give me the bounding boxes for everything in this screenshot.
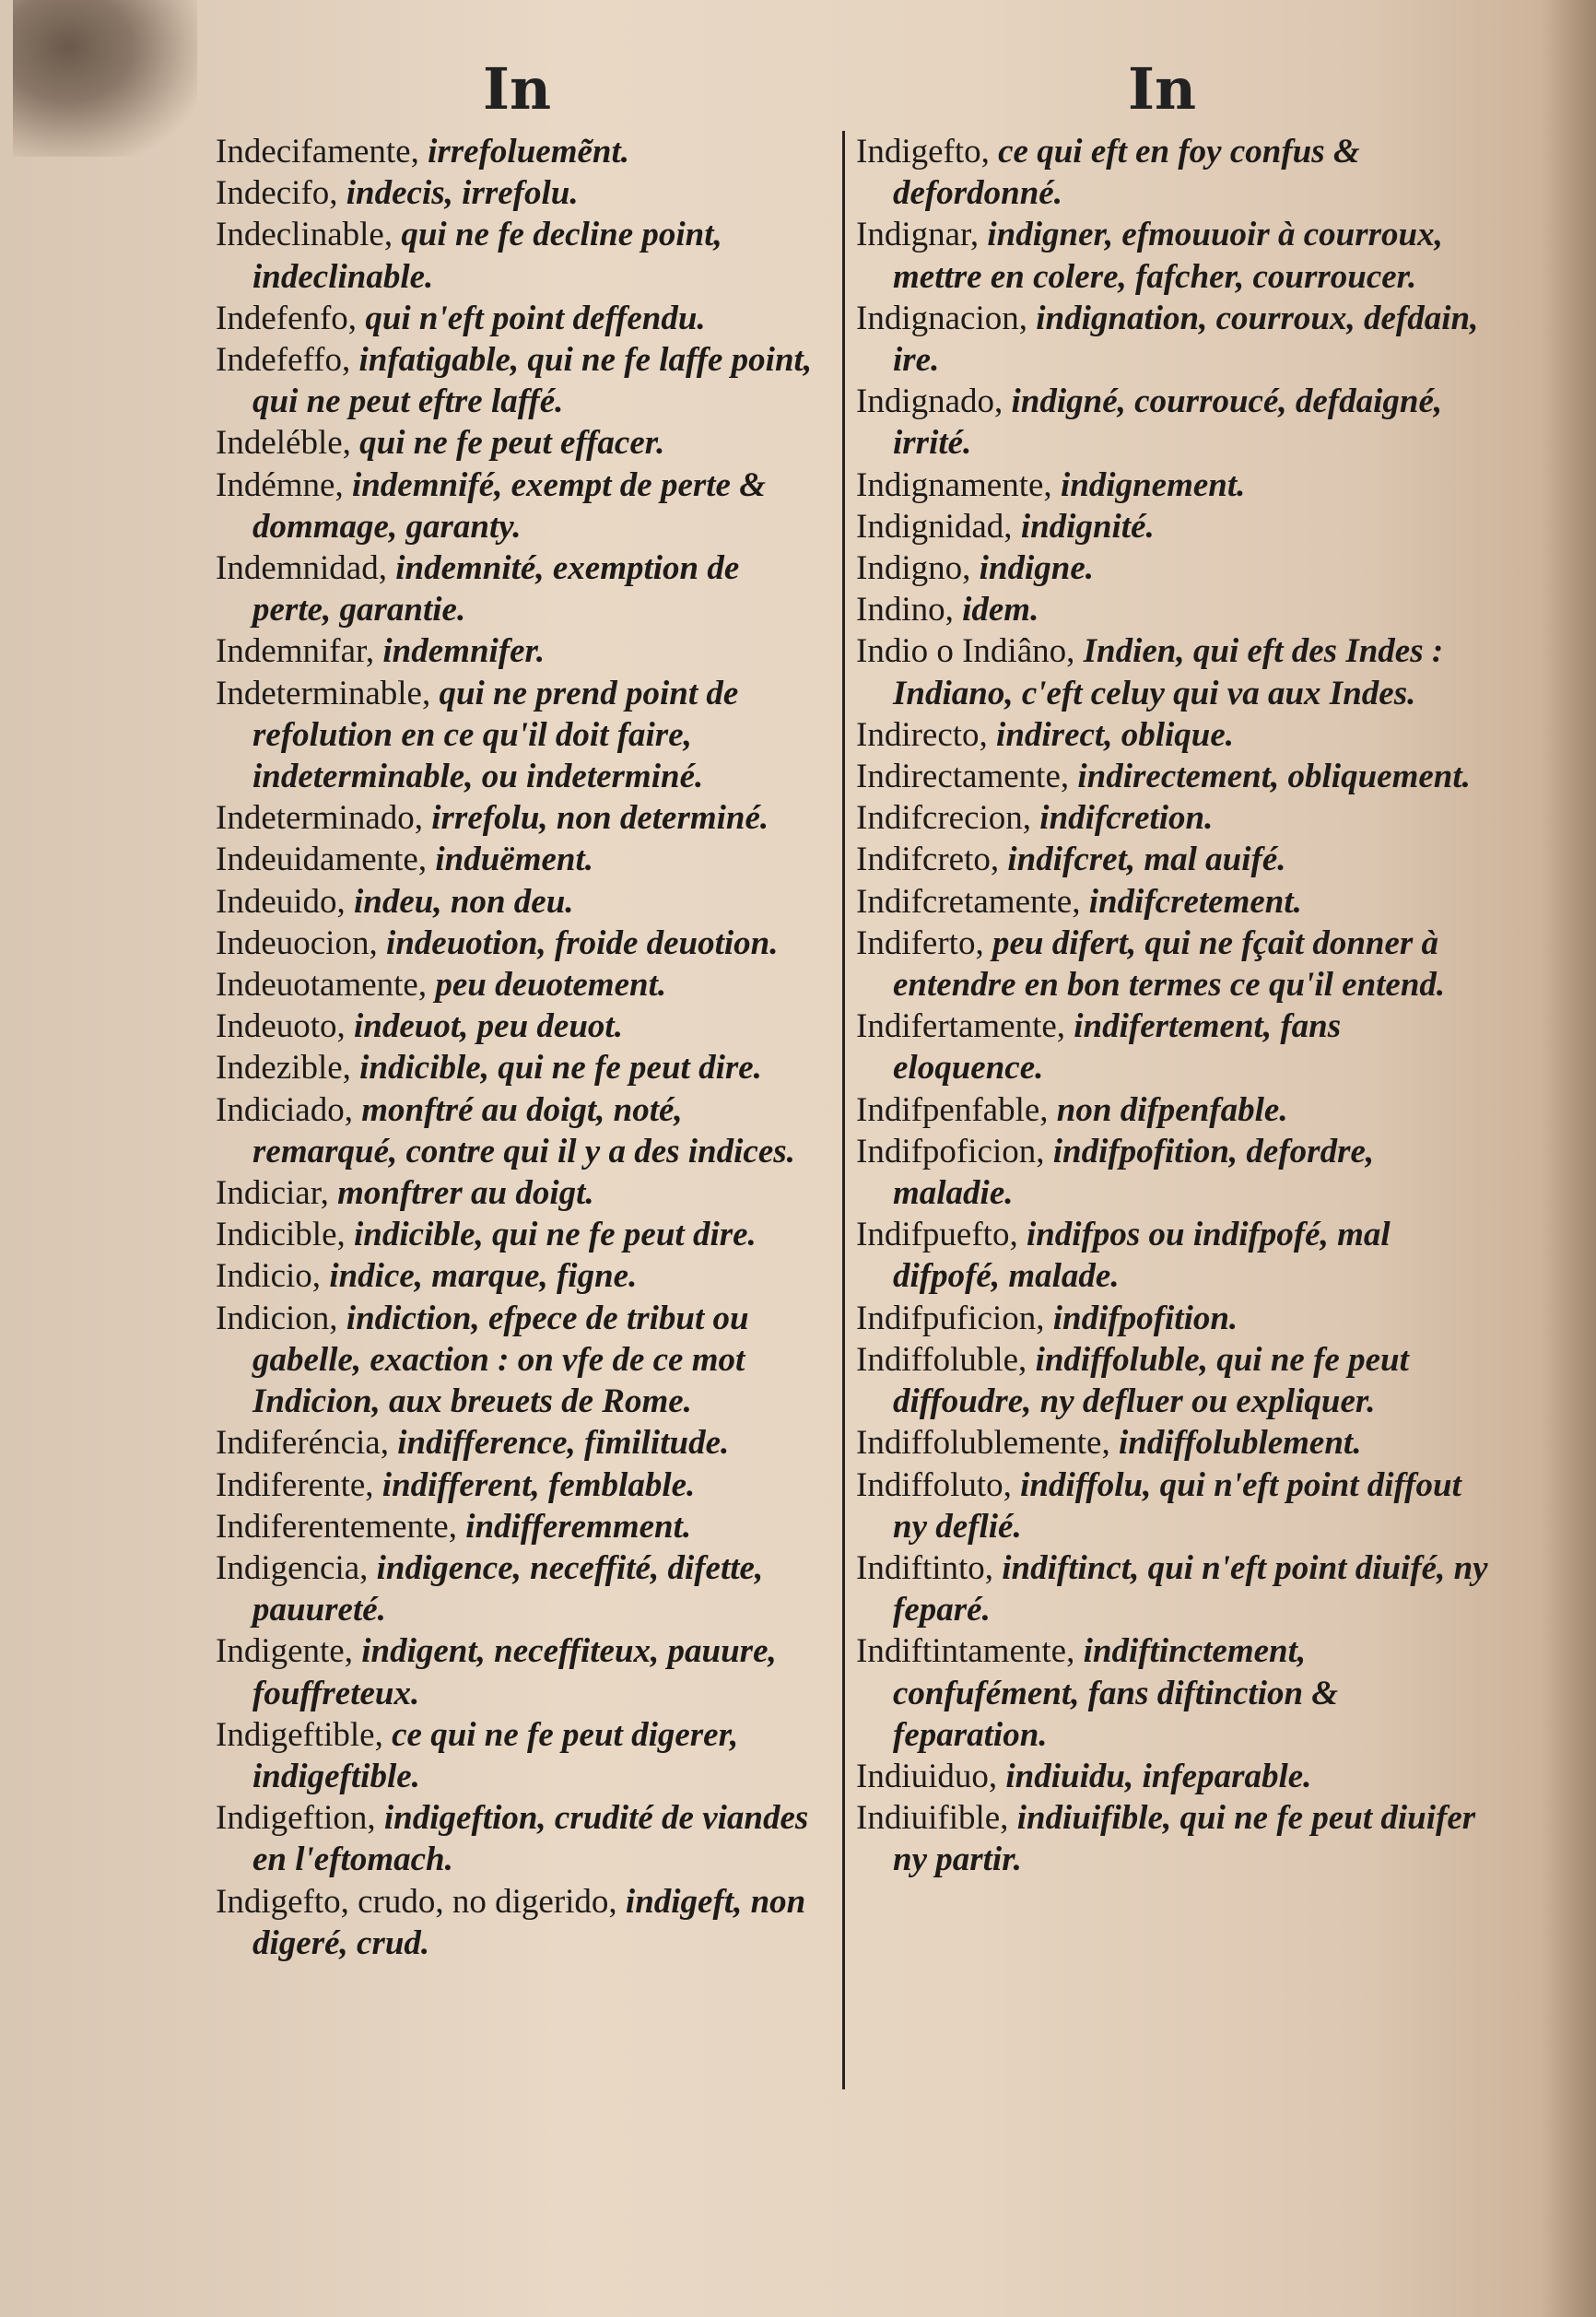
entry-definition: infatigable, qui ne fe laffe point, qui ne peut eftre laffé. [252,341,813,421]
dictionary-entry [216,673,824,798]
entry-headword: Indirecto, [856,715,988,754]
dictionary-entry [856,1547,1496,1630]
dictionary-entry [216,422,824,464]
entry-definition: ce qui eft en foy confus & defordonné. [893,133,1360,213]
entry-headword: Indifpoficion, [856,1132,1045,1170]
dictionary-entry [216,630,824,672]
dictionary-entry [856,547,1496,589]
dictionary-entry [216,964,824,1006]
entry-definition: indiction, efpece de tribut ou gabelle, exaction : on vfe de ce mot Indicion, aux breuets de Rome. [252,1299,749,1421]
dictionary-entry [216,172,824,214]
entry-headword: Indignacion, [856,299,1027,337]
entry-definition: indiuifible, qui ne fe peut diuifer ny partir. [893,1799,1476,1879]
entry-headword: Indignidad, [856,507,1013,546]
entry-headword: Indiftintamente, [856,1632,1075,1671]
entry-definition: peu difert, qui ne fçait donner à entendre en bon termes ce qu'il entend. [893,923,1446,1005]
entry-headword: Indiferto, [856,923,984,962]
entry-definition: indirectement, obliquement. [1069,758,1471,796]
dictionary-entry [216,1047,824,1088]
entry-definition: indigence, neceffité, difette, pauureté. [252,1548,764,1629]
entry-headword: Indicible, [216,1216,346,1254]
entry-headword: Indifertamente, [856,1007,1066,1046]
entry-definition: indicible, qui ne fe peut dire. [350,1049,762,1088]
dictionary-entry [216,1881,824,1964]
entry-headword: Indiciado, [216,1090,353,1129]
entry-definition: indifpofition. [1044,1299,1238,1337]
entry-definition: indigent, neceffiteux, pauure, fouffreteux. [252,1632,777,1712]
entry-headword: Indeterminable, [216,674,431,712]
entry-definition: indigner, efmouuoir à courroux, mettre en colere, fafcher, courroucer. [893,216,1443,296]
dictionary-entry [216,339,824,422]
entry-definition: qui ne prend point de refolution en ce qu'il doit faire, indeterminable, ou indeterminé. [252,674,739,796]
entry-headword: Indignamente, [856,465,1052,504]
entry-definition: indeuotion, froide deuotion. [377,923,779,962]
dictionary-entry [856,630,1496,713]
entry-definition: monftrer au doigt. [328,1174,594,1213]
dictionary-entry [856,797,1496,839]
dictionary-entry [856,1006,1496,1088]
entry-headword: Indiciar, [216,1174,329,1213]
dictionary-entry [216,298,824,339]
entry-definition: Indien, qui eft des Indes : Indiano, c'eft celuy qui va aux Indes. [893,632,1444,712]
entry-headword: Indigeftion, [216,1799,376,1838]
stain [13,0,197,157]
entry-headword: Indiftinto, [856,1548,994,1587]
dictionary-entry [216,923,824,964]
entry-headword: Indeuocion, [216,923,378,962]
entry-headword: Indio o Indiâno, [856,632,1075,671]
dictionary-entry [216,131,824,172]
dictionary-entry [216,1714,824,1797]
entry-headword: Indigefto, crudo, no digerido, [216,1882,617,1921]
entry-definition: indifferemment. [456,1507,692,1546]
dictionary-entry [216,1089,824,1172]
entry-definition: irrefolu, non determiné. [423,799,769,838]
entry-headword: Indiffoluto, [856,1465,1012,1504]
entry-headword: Indiferentemente, [216,1507,457,1546]
entry-headword: Indiffoluble, [856,1340,1027,1379]
dictionary-entry [856,131,1496,214]
dictionary-entry [216,881,824,923]
entry-definition: indecis, irrefolu. [337,174,579,213]
entry-headword: Indifcrecion, [856,799,1032,838]
left-column [216,131,824,1964]
entry-definition: indemnifé, exempt de perte & dommage, garanty. [252,465,766,546]
entry-definition: indiffolublement. [1109,1424,1362,1463]
entry-definition: indice, marque, figne. [321,1257,638,1296]
dictionary-entry [216,1255,824,1297]
entry-definition: indifcretement. [1080,882,1302,921]
entry-definition: indeu, non deu. [345,882,574,921]
entry-definition: indifpofition, defordre, maladie. [893,1132,1375,1213]
dictionary-entry [856,506,1496,547]
dictionary-entry [216,1506,824,1547]
entry-headword: Indeterminado, [216,799,423,838]
entry-headword: Indefenfo, [216,299,358,337]
entry-definition: indifference, fimilitude. [388,1424,730,1463]
dictionary-entry [856,756,1496,797]
entry-definition: indiftinct, qui n'eft point diuifé, ny feparé. [893,1548,1488,1629]
entry-headword: Indeuidamente, [216,841,428,879]
dictionary-entry [856,881,1496,923]
entry-headword: Indeuido, [216,882,346,921]
dictionary-entry [216,839,824,880]
dictionary-entry [856,298,1496,381]
entry-headword: Indefeffo, [216,341,351,380]
entry-headword: Indezible, [216,1049,351,1088]
entry-headword: Indifcreto, [856,841,1000,879]
entry-definition: qui ne fe decline point, indeclinable. [252,216,722,296]
entry-definition: indigne. [970,549,1094,588]
entry-definition: indigné, courroucé, defdaigné, irrité. [893,382,1443,463]
entry-headword: Indignar, [856,216,980,254]
dictionary-entry [216,1547,824,1630]
entry-definition: indigeft, non digeré, crud. [252,1882,806,1962]
entry-headword: Indigeftible, [216,1715,383,1754]
entry-definition: indicible, qui ne fe peut dire. [345,1216,757,1254]
entry-headword: Indicion, [216,1299,338,1337]
entry-headword: Indigente, [216,1632,353,1671]
dictionary-entry [216,797,824,839]
dictionary-entry [856,1214,1496,1297]
entry-headword: Indeclinable, [216,216,393,254]
entry-headword: Indémne, [216,465,344,504]
dictionary-entry [216,214,824,297]
page [13,0,1596,2317]
column-divider [842,131,845,2089]
entry-definition: indeuot, peu deuot. [345,1007,623,1046]
running-header-right: In [1128,55,1197,123]
entry-headword: Indigencia, [216,1548,369,1587]
entry-headword: Indeuoto, [216,1007,346,1046]
entry-definition: indemnité, exemption de perte, garantie. [252,549,740,629]
entry-definition: peu deuotement. [427,966,667,1005]
entry-definition: indifpos ou indifpofé, mal difpofé, malade. [893,1216,1391,1296]
dictionary-entry [856,1422,1496,1464]
dictionary-entry [216,465,824,547]
entry-headword: Indiferente, [216,1465,374,1504]
entry-headword: Indeléble, [216,424,351,463]
entry-definition: indignité. [1012,507,1155,546]
dictionary-entry [856,1630,1496,1756]
entry-definition: indifcretion. [1031,799,1214,838]
dictionary-entry [856,1089,1496,1131]
entry-definition: induëment. [427,841,594,879]
entry-definition: indiftinctement, confufément, fans diftinction & feparation. [893,1632,1339,1754]
dictionary-entry [856,1464,1496,1547]
dictionary-entry [856,1131,1496,1214]
dictionary-entry [216,1464,824,1506]
entry-headword: Indignado, [856,382,1003,421]
entry-definition: indirect, oblique. [987,715,1235,754]
dictionary-entry [856,465,1496,506]
dictionary-entry [216,1214,824,1255]
entry-headword: Indemnifar, [216,632,375,671]
entry-headword: Indifcretamente, [856,882,1081,921]
entry-headword: Indino, [856,591,954,629]
dictionary-entry [216,1630,824,1713]
dictionary-entry [216,1298,824,1423]
entry-definition: indignement. [1051,465,1246,504]
dictionary-entry [856,381,1496,464]
entry-headword: Indiuiduo, [856,1757,998,1795]
entry-definition: indiuidu, infeparable. [997,1757,1312,1795]
entry-headword: Indiferéncia, [216,1424,389,1463]
entry-definition: indignation, courroux, defdain, ire. [893,299,1479,380]
page-shadow [1541,0,1596,2317]
entry-headword: Indifpuficion, [856,1299,1045,1337]
dictionary-entry [216,1797,824,1880]
entry-definition: monftré au doigt, noté, remarqué, contre qui il y a des indices. [252,1090,795,1170]
entry-headword: Indigefto, [856,133,990,171]
dictionary-entry [856,1339,1496,1422]
dictionary-entry [856,214,1496,297]
entry-headword: Indicio, [216,1257,322,1296]
entry-definition: indifcret, mal auifé. [999,841,1286,879]
entry-definition: indiffolu, qui n'eft point diffout ny deflié. [893,1465,1461,1546]
dictionary-entry [856,1797,1496,1880]
dictionary-entry [856,714,1496,756]
dictionary-entry [856,923,1496,1006]
entry-definition: indigeftion, crudité de viandes en l'eftomach. [252,1799,809,1879]
entry-definition: ce qui ne fe peut digerer, indigeftible. [252,1715,739,1795]
entry-headword: Indirectamente, [856,758,1070,796]
entry-definition: indiffoluble, qui ne fe peut diffoudre, ny defluer ou expliquer. [893,1340,1409,1421]
entry-definition: irrefoluemẽnt. [418,133,630,171]
entry-headword: Indigno, [856,549,971,588]
dictionary-entry [856,1298,1496,1339]
dictionary-entry [856,1756,1496,1797]
dictionary-entry [216,1006,824,1047]
entry-headword: Indiuifible, [856,1799,1009,1838]
entry-definition: indifertement, fans eloquence. [893,1007,1342,1088]
entry-definition: qui ne fe peut effacer. [350,424,665,463]
entry-headword: Indeuotamente, [216,966,428,1005]
entry-definition: idem. [953,591,1039,629]
entry-definition: indifferent, femblable. [373,1465,696,1504]
dictionary-entry [216,547,824,630]
entry-headword: Indiffolublemente, [856,1424,1110,1463]
entry-headword: Indemnidad, [216,549,387,588]
entry-definition: qui n'eft point deffendu. [357,299,706,337]
dictionary-entry [856,839,1496,880]
entry-definition: indemnifer. [374,632,546,671]
dictionary-entry [856,589,1496,630]
entry-headword: Indifpuefto, [856,1216,1018,1254]
entry-headword: Indifpenfable, [856,1090,1049,1129]
entry-headword: Indecifamente, [216,133,419,171]
right-column [856,131,1496,1881]
entry-headword: Indecifo, [216,174,338,213]
dictionary-entry [216,1422,824,1464]
running-header-left: In [483,55,552,123]
dictionary-entry [216,1172,824,1214]
entry-definition: non difpenfable. [1048,1090,1288,1129]
